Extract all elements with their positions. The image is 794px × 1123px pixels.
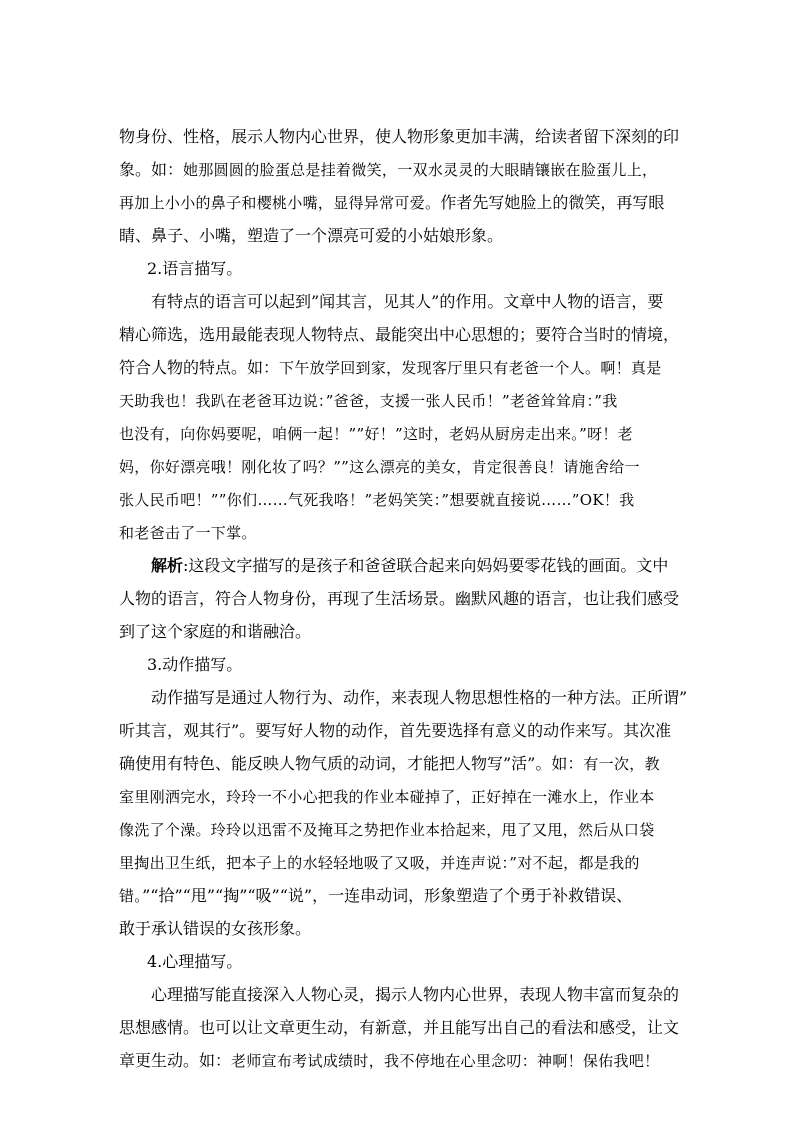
paragraph-text: 心理描写能直接深入人物心灵，揭示人物内心世界，表现人物丰富而复杂的 xyxy=(151,985,680,1004)
text-line xyxy=(119,620,684,644)
section-heading: 3.动作描写。 xyxy=(147,655,243,674)
text-line xyxy=(119,125,684,149)
text-line xyxy=(151,983,716,1007)
paragraph-text: 有特点的语言可以起到”闻其言，见其人”的作用。文章中人物的语言，要 xyxy=(151,292,664,311)
section-heading: 4.心理描写。 xyxy=(147,952,243,971)
paragraph-text: 睛、鼻子、小嘴，塑造了一个漂亮可爱的小姑娘形象。 xyxy=(119,226,504,245)
paragraph-text: 象。如： xyxy=(119,160,184,179)
text-line xyxy=(119,191,684,215)
example-text: 室里刚洒完水，玲玲一不小心把我的作业本碰掉了，正好掉在一滩水上，作业本 xyxy=(119,788,655,806)
text-line xyxy=(119,356,684,380)
paragraph-text: 精心筛选，选用最能表现人物特点、最能突出中心思想的；要符合当时的情境， xyxy=(119,325,680,344)
text-line xyxy=(119,224,684,248)
example-text: 妈，你好漂亮哦！刚化妆了吗？””这么漂亮的美女，肯定很善良！请施舍给一 xyxy=(119,458,640,476)
text-line xyxy=(119,323,684,347)
example-text: 也没有，向你妈要呢，咱俩一起！””好！”这时，老妈从厨房走出来。”呀！老 xyxy=(119,425,633,443)
text-line xyxy=(119,1016,684,1040)
example-text: 里掏出卫生纸，把本子上的水轻轻地吸了又吸，并连声说：”对不起，都是我的 xyxy=(119,854,640,872)
text-line xyxy=(119,158,684,182)
paragraph-text: ”“拾”“甩”“掏”“吸”“说”，一连串动词，形象塑造了个勇于补救错误、 xyxy=(142,886,633,905)
example-text: 她那圆圆的脸蛋总是挂着微笑，一双水灵灵的大眼睛镶嵌在脸蛋儿上， xyxy=(183,161,658,179)
text-line xyxy=(119,719,684,743)
text-line xyxy=(119,587,684,611)
paragraph-text: 物身份、性格，展示人物内心世界，使人物形象更加丰满，给读者留下深刻的印 xyxy=(119,127,680,146)
text-line xyxy=(151,554,716,578)
example-text: 错。 xyxy=(119,887,143,905)
paragraph-text: 确使用有特色、能反映人物气质的动词，才能把人物写”活”。如： xyxy=(119,754,584,773)
paragraph-text: 到了这个家庭的和谐融洽。 xyxy=(119,622,312,641)
paragraph-text: :这段文字描写的是孩子和爸爸联合起来向妈妈要零花钱的画面。文中 xyxy=(183,556,669,575)
text-line xyxy=(119,884,684,908)
example-text: 老师宣布考试成绩时，我不停地在心里念叨：神啊！保佑我吧！ xyxy=(231,1052,660,1070)
example-text: 和老爸击了一下掌。 xyxy=(119,524,257,542)
text-line xyxy=(151,686,716,710)
paragraph-text: 符合人物的特点。如： xyxy=(119,358,280,377)
example-text: 像洗了个澡。玲玲以迅雷不及掩耳之势把作业本拾起来，甩了又甩，然后从口袋 xyxy=(119,821,655,839)
text-line xyxy=(119,752,684,776)
example-text: 天助我也！我趴在老爸耳边说：”爸爸，支援一张人民币！”老爸耸耸肩：”我 xyxy=(119,392,618,410)
example-text: 张人民币吧！””你们……气死我咯！”老妈笑笑：”想要就直接说……”OK！我 xyxy=(119,491,635,509)
paragraph-text: 作者先写她脸上的微笑，再写眼 xyxy=(440,193,665,212)
example-text: 下午放学回到家，发现客厅里只有老爸一个人。啊！真是 xyxy=(279,359,662,377)
paragraph-text: 章更生动。如： xyxy=(119,1051,232,1070)
analysis-label: 解析 xyxy=(151,556,184,575)
paragraph-text: 听其言，观其行”。要写好人物的动作，首先要选择有意义的动作来写。其次准 xyxy=(119,721,672,740)
paragraph-text: 人物的语言，符合人物身份，再现了生活场景。幽默风趣的语言，也让我们感受 xyxy=(119,589,680,608)
paragraph-text: 思想感情。也可以让文章更生动，有新意，并且能写出自己的看法和感受，让文 xyxy=(119,1018,680,1037)
text-line xyxy=(119,1049,684,1073)
example-text: 再加上小小的鼻子和樱桃小嘴，显得异常可爱。 xyxy=(119,194,441,212)
section-heading: 2.语言描写。 xyxy=(147,259,243,278)
paragraph-text: 敢于承认错误的女孩形象。 xyxy=(119,919,312,938)
text-line xyxy=(119,917,684,941)
paragraph-text: 动作描写是通过人物行为、动作，来表现人物思想性格的一种方法。正所谓” xyxy=(151,688,688,707)
example-text: 有一次，教 xyxy=(583,755,660,773)
text-line xyxy=(151,290,716,314)
